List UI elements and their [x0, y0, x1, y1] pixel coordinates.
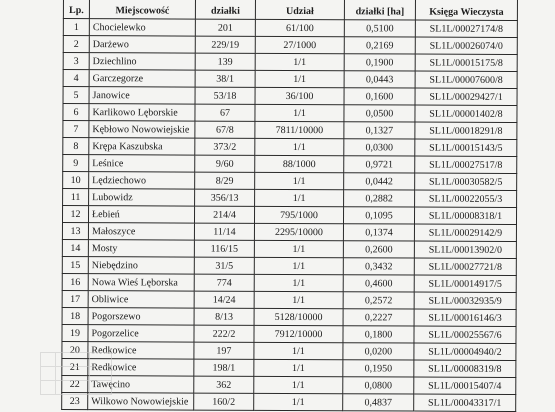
row-lp: 14	[62, 239, 88, 256]
row-parcel: 201	[195, 19, 255, 36]
row-book: SL1L/00008319/8	[414, 360, 516, 377]
row-book: SL1L/00032935/9	[414, 292, 516, 309]
row-share: 1/1	[255, 189, 344, 206]
row-place: Pogorzelice	[88, 325, 194, 342]
row-lp: 12	[62, 206, 88, 223]
row-area: 0,1600	[344, 88, 415, 105]
row-place: Lubowidz	[89, 189, 195, 206]
row-parcel: 9/60	[195, 155, 255, 172]
table-row	[63, 138, 517, 157]
row-place: Leśnice	[89, 155, 195, 172]
row-lp: 1	[63, 19, 89, 36]
row-area: 0,2600	[343, 241, 414, 258]
row-place: Mosty	[88, 240, 194, 257]
row-book: SL1L/00015407/4	[414, 377, 516, 394]
row-share: 1/1	[255, 53, 344, 70]
row-share: 88/1000	[255, 155, 344, 172]
row-place: Krępa Kaszubska	[89, 138, 195, 155]
row-share: 7912/10000	[254, 325, 343, 342]
row-lp: 18	[62, 307, 88, 324]
row-lp: 8	[63, 138, 89, 155]
row-lp: 17	[62, 290, 88, 307]
header-lp: Lp.	[63, 0, 89, 19]
row-share: 1/1	[254, 274, 343, 291]
row-book: SL1L/00026074/0	[415, 37, 517, 54]
table-row	[63, 121, 517, 140]
row-book: SL1L/00015175/8	[415, 54, 517, 71]
row-lp: 2	[63, 36, 89, 53]
row-share: 1/1	[254, 393, 343, 410]
row-book: SL1L/00025567/6	[414, 326, 516, 343]
row-place: Lędziechowo	[89, 172, 195, 189]
row-area: 0,1950	[343, 360, 414, 377]
row-place: Obliwice	[88, 291, 194, 308]
table-row	[62, 206, 516, 225]
row-share: 7811/10000	[255, 121, 344, 138]
row-area: 0,2227	[343, 309, 414, 326]
row-parcel: 198/1	[194, 359, 254, 376]
show-through-table	[40, 352, 112, 395]
row-lp: 13	[62, 222, 88, 239]
row-parcel: 14/24	[194, 291, 254, 308]
table-body	[62, 19, 518, 412]
row-area: 0,0500	[344, 105, 415, 122]
row-share: 1/1	[254, 257, 343, 274]
row-place: Wilkowo Nowowiejskie	[88, 393, 194, 410]
row-area: 0,0800	[343, 377, 414, 394]
row-share: 27/1000	[255, 36, 344, 53]
row-area: 0,3432	[343, 258, 414, 275]
row-share: 1/1	[254, 359, 343, 376]
row-parcel: 356/13	[195, 189, 255, 206]
row-book: SL1L/00029427/1	[415, 88, 517, 105]
table-row	[62, 273, 516, 292]
row-book: SL1L/00043317/1	[414, 394, 516, 411]
table-row	[63, 155, 517, 174]
row-parcel: 362	[194, 376, 254, 393]
table-row	[62, 358, 516, 377]
row-place: Małoszyce	[88, 223, 194, 240]
row-lp: 21	[62, 358, 88, 375]
table-row	[63, 36, 517, 55]
table-row	[63, 70, 517, 89]
row-book: SL1L/00001402/8	[415, 105, 517, 122]
row-share: 1/1	[254, 376, 343, 393]
row-share: 5128/10000	[254, 308, 343, 325]
row-lp: 20	[62, 341, 88, 358]
row-place: Garczegorze	[89, 70, 195, 87]
row-lp: 10	[63, 172, 89, 189]
row-lp: 5	[63, 87, 89, 104]
row-area: 0,1374	[343, 224, 414, 241]
table-row	[62, 256, 516, 275]
row-lp: 15	[62, 256, 88, 273]
row-area: 0,0443	[344, 71, 415, 88]
row-share: 1/1	[254, 240, 343, 257]
row-parcel: 38/1	[195, 70, 255, 87]
row-area: 0,9721	[344, 156, 415, 173]
table-row	[62, 290, 516, 309]
row-place: Redkowice	[88, 359, 194, 376]
row-parcel: 67/8	[195, 121, 255, 138]
table-row	[62, 392, 516, 411]
row-area: 0,1327	[344, 122, 415, 139]
header-share: Udział	[255, 0, 344, 20]
row-share: 1/1	[255, 172, 344, 189]
header-book: Księga Wieczysta	[415, 0, 517, 20]
table-row	[62, 239, 516, 258]
row-area: 0,1900	[344, 54, 415, 71]
row-book: SL1L/00030582/5	[415, 173, 517, 190]
row-parcel: 197	[194, 342, 254, 359]
row-book: SL1L/00008318/1	[414, 207, 516, 224]
row-lp: 4	[63, 70, 89, 87]
row-parcel: 31/5	[194, 257, 254, 274]
row-share: 1/1	[254, 342, 343, 359]
row-share: 1/1	[255, 104, 344, 121]
header-area: działki [ha]	[344, 0, 415, 20]
row-parcel: 222/2	[194, 325, 254, 342]
row-book: SL1L/00027517/8	[415, 156, 517, 173]
row-place: Janowice	[89, 87, 195, 104]
row-parcel: 139	[195, 53, 255, 70]
row-place: Łebień	[88, 206, 194, 223]
row-area: 0,0200	[343, 343, 414, 360]
row-share: 2295/10000	[254, 223, 343, 240]
row-area: 0,2572	[343, 292, 414, 309]
row-parcel: 8/29	[195, 172, 255, 189]
row-book: SL1L/00027721/8	[414, 258, 516, 275]
row-area: 0,1095	[343, 207, 414, 224]
row-place: Kębłowo Nowowiejskie	[89, 121, 195, 138]
row-book: SL1L/00013902/0	[414, 241, 516, 258]
row-area: 0,2169	[344, 37, 415, 54]
row-place: Redkowice	[88, 342, 194, 359]
row-book: SL1L/00007600/8	[415, 71, 517, 88]
row-book: SL1L/00014917/5	[414, 275, 516, 292]
row-parcel: 160/2	[194, 393, 254, 410]
row-lp: 6	[63, 104, 89, 121]
table-row	[63, 87, 517, 106]
table-row	[62, 341, 516, 360]
header-place: Miejscowość	[89, 0, 195, 19]
row-share: 36/100	[255, 87, 344, 104]
table-row	[62, 307, 516, 326]
row-share: 1/1	[254, 291, 343, 308]
table-row	[62, 324, 516, 343]
row-parcel: 214/4	[194, 206, 254, 223]
row-parcel: 11/14	[194, 223, 254, 240]
row-place: Pogorszewo	[88, 308, 194, 325]
row-lp: 16	[62, 273, 88, 290]
row-book: SL1L/00029142/9	[414, 224, 516, 241]
row-area: 0,4837	[343, 394, 414, 411]
row-book: SL1L/00018291/8	[415, 122, 517, 139]
row-share: 61/100	[255, 19, 344, 36]
row-lp: 22	[62, 375, 88, 392]
row-place: Dziechlino	[89, 53, 195, 70]
row-parcel: 67	[195, 104, 255, 121]
row-lp: 23	[62, 392, 88, 409]
table-header	[63, 0, 517, 20]
table-row	[63, 53, 517, 72]
table-row	[63, 104, 517, 123]
table-row	[63, 19, 517, 38]
row-lp: 19	[62, 324, 88, 341]
row-book: SL1L/00022055/3	[415, 190, 517, 207]
table-row	[63, 189, 517, 208]
row-book: SL1L/00004940/2	[414, 343, 516, 360]
row-book: SL1L/00015143/5	[415, 139, 517, 156]
table-row	[63, 172, 517, 191]
row-share: 795/1000	[254, 206, 343, 223]
table-row	[62, 375, 516, 394]
row-lp: 7	[63, 121, 89, 138]
row-book: SL1L/00016146/3	[414, 309, 516, 326]
row-share: 1/1	[255, 70, 344, 87]
header-parcel: działki	[195, 0, 255, 19]
row-area: 0,0300	[344, 139, 415, 156]
row-place: Tawęcino	[88, 376, 194, 393]
row-parcel: 53/18	[195, 87, 255, 104]
row-area: 0,4600	[343, 275, 414, 292]
row-area: 0,0442	[344, 173, 415, 190]
row-parcel: 116/15	[194, 240, 254, 257]
row-place: Nowa Wieś Lęborska	[88, 274, 194, 291]
row-lp: 11	[63, 189, 89, 206]
row-area: 0,1800	[343, 326, 414, 343]
row-share: 1/1	[255, 138, 344, 155]
row-lp: 9	[63, 155, 89, 172]
row-place: Chocielewko	[89, 19, 195, 36]
row-parcel: 229/19	[195, 36, 255, 53]
row-area: 0,2882	[344, 190, 415, 207]
row-parcel: 774	[194, 274, 254, 291]
row-lp: 3	[63, 53, 89, 70]
row-place: Darżewo	[89, 36, 195, 53]
table-row	[62, 222, 516, 241]
row-parcel: 8/13	[194, 308, 254, 325]
parcel-table	[61, 0, 518, 412]
row-book: SL1L/00027174/8	[415, 20, 517, 37]
row-parcel: 373/2	[195, 138, 255, 155]
row-place: Karlikowo Lęborskie	[89, 104, 195, 121]
row-place: Niebędzino	[88, 257, 194, 274]
row-area: 0,5100	[344, 20, 415, 37]
